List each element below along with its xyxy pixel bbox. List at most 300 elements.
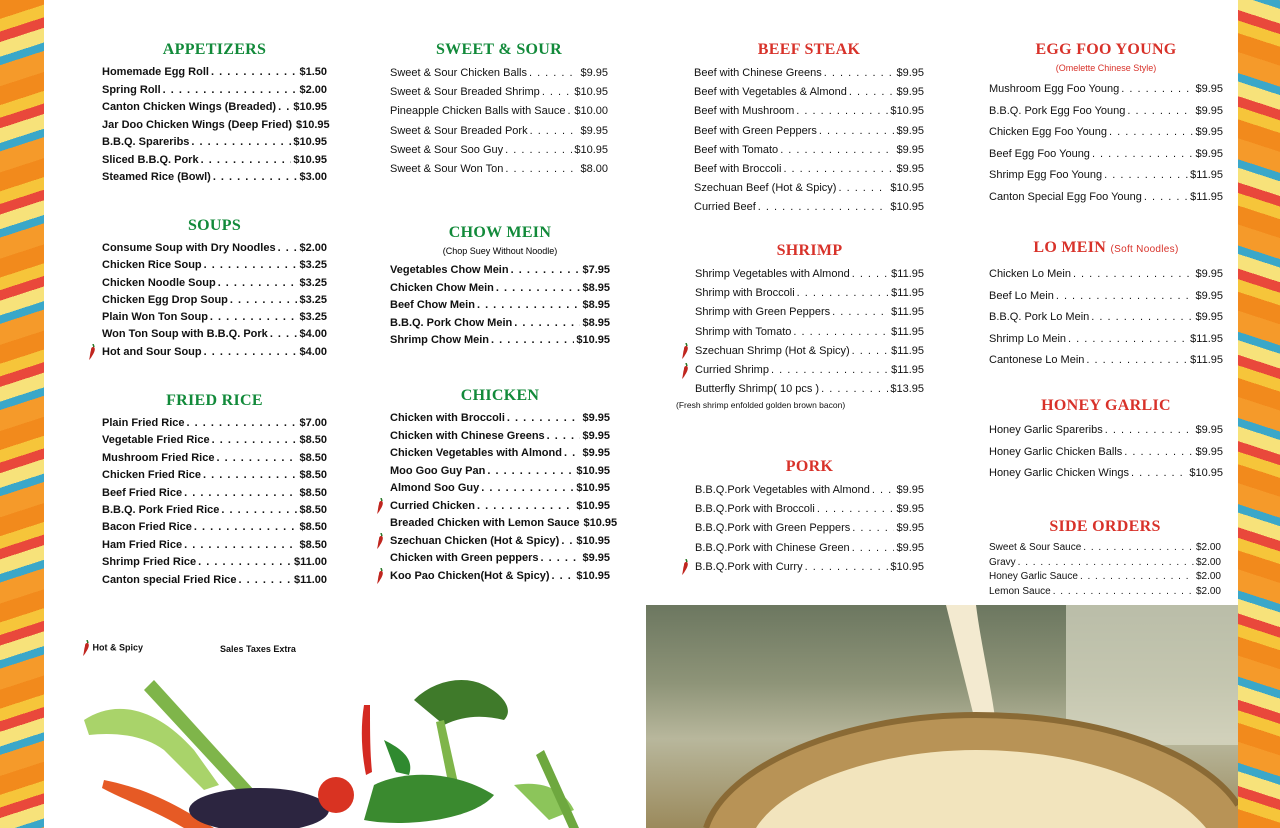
menu-item-name: Spring Roll bbox=[102, 83, 161, 96]
menu-item-price: $8.50 bbox=[299, 434, 327, 447]
leader-dots bbox=[852, 539, 895, 558]
menu-item-name: Beef with Chinese Greens bbox=[694, 67, 822, 79]
leader-dots bbox=[1131, 463, 1187, 485]
menu-item-price: $2.00 bbox=[299, 83, 327, 96]
section-lo-mein bbox=[989, 238, 1223, 372]
section-pork bbox=[695, 457, 924, 577]
menu-item-name: Sweet & Sour Breaded Pork bbox=[390, 124, 528, 137]
menu-item bbox=[102, 292, 327, 309]
menu-item-price: $9.95 bbox=[1195, 83, 1223, 95]
menu-item-price: $2.00 bbox=[1195, 542, 1221, 553]
menu-item-name: Canton Chicken Wings (Breaded) bbox=[102, 101, 277, 113]
leader-dots bbox=[198, 554, 292, 571]
menu-item-price: $8.50 bbox=[299, 503, 327, 516]
menu-item bbox=[989, 556, 1221, 571]
menu-item-name: Beef with Broccoli bbox=[694, 162, 782, 175]
menu-item-price: $10.00 bbox=[574, 105, 608, 118]
menu-item-price: $10.95 bbox=[576, 482, 610, 494]
leader-dots bbox=[511, 262, 581, 280]
menu-item bbox=[390, 568, 610, 586]
section-title: EGG FOO YOUNG bbox=[1035, 41, 1177, 58]
menu-item bbox=[102, 152, 327, 170]
menu-item-name: Chicken with Green peppers bbox=[390, 552, 539, 564]
vegetables-photo bbox=[44, 660, 604, 828]
leader-dots bbox=[187, 415, 298, 432]
menu-item bbox=[390, 280, 610, 298]
menu-item-price: $11.95 bbox=[891, 306, 924, 319]
menu-item bbox=[694, 64, 924, 83]
leader-dots bbox=[191, 134, 291, 152]
menu-item-name: B.B.Q.Pork with Chinese Green bbox=[695, 541, 850, 554]
section-title: SOUPS bbox=[187, 217, 242, 234]
chili-pepper-icon bbox=[376, 498, 384, 514]
menu-item-price: $9.95 bbox=[896, 541, 924, 554]
menu-item bbox=[390, 463, 610, 481]
menu-item-name: Sliced B.B.Q. Pork bbox=[102, 153, 199, 166]
menu-item-name: Beef with Green Peppers bbox=[694, 124, 817, 137]
menu-item-price: $11.95 bbox=[1190, 190, 1223, 203]
menu-item-price: $9.95 bbox=[580, 67, 608, 79]
leader-dots bbox=[852, 342, 890, 361]
menu-item bbox=[390, 332, 610, 350]
menu-item-price: $10.95 bbox=[293, 136, 327, 148]
menu-item-name: Honey Garlic Sauce bbox=[989, 571, 1078, 582]
menu-item-name: Shrimp Lo Mein bbox=[989, 332, 1067, 345]
menu-item bbox=[989, 79, 1223, 101]
menu-item-name: Plain Fried Rice bbox=[102, 417, 185, 429]
menu-item bbox=[989, 463, 1223, 485]
menu-item bbox=[390, 445, 610, 463]
menu-item-name: B.B.Q. Pork Egg Foo Young bbox=[989, 104, 1126, 117]
menu-item-name: Szechuan Beef (Hot & Spicy) bbox=[694, 182, 837, 195]
leader-dots bbox=[561, 533, 574, 551]
menu-item bbox=[102, 240, 327, 257]
leader-dots bbox=[1053, 585, 1194, 600]
menu-item-price: $11.95 bbox=[891, 287, 924, 300]
leader-dots bbox=[514, 315, 580, 333]
menu-item-price: $4.00 bbox=[299, 345, 327, 358]
chili-pepper-icon bbox=[681, 559, 689, 575]
leader-dots bbox=[210, 309, 298, 326]
menu-item bbox=[989, 420, 1223, 442]
leader-dots bbox=[218, 275, 298, 292]
menu-item-price: $10.95 bbox=[890, 201, 924, 214]
menu-item bbox=[102, 485, 327, 502]
menu-item bbox=[989, 350, 1223, 372]
leader-dots bbox=[783, 160, 894, 179]
leader-dots bbox=[758, 198, 889, 217]
leader-dots bbox=[568, 102, 573, 121]
menu-item-price: $8.95 bbox=[582, 281, 610, 294]
menu-item-name: Curried Beef bbox=[694, 201, 756, 214]
menu-item-name: Chicken Egg Drop Soup bbox=[102, 293, 228, 306]
menu-item-name: Chicken Fried Rice bbox=[102, 469, 202, 482]
chili-pepper-icon bbox=[681, 363, 689, 379]
menu-item bbox=[695, 303, 924, 322]
menu-item bbox=[694, 141, 924, 160]
menu-item bbox=[989, 307, 1223, 329]
leader-dots bbox=[780, 141, 894, 160]
leader-dots bbox=[1091, 307, 1193, 329]
menu-item bbox=[102, 572, 327, 589]
menu-item bbox=[694, 83, 924, 102]
menu-item-name: B.B.Q.Pork Vegetables with Almond bbox=[695, 484, 870, 496]
menu-item bbox=[989, 264, 1223, 286]
menu-item-price: $10.95 bbox=[890, 105, 924, 118]
leader-dots bbox=[793, 323, 889, 342]
section-title: SHRIMP bbox=[776, 242, 843, 259]
menu-item-name: B.B.Q.Pork with Curry bbox=[695, 560, 803, 573]
legend-spicy-label: Hot & Spicy bbox=[92, 642, 144, 653]
menu-item-name: Canton Special Egg Foo Young bbox=[989, 190, 1142, 203]
menu-item-name: Beef Fried Rice bbox=[102, 486, 183, 499]
menu-item-price: $3.25 bbox=[299, 293, 327, 306]
menu-item-price: $9.95 bbox=[1195, 104, 1223, 117]
menu-item bbox=[390, 515, 618, 533]
menu-item-name: Cantonese Lo Mein bbox=[989, 354, 1085, 367]
leader-dots bbox=[477, 498, 574, 516]
menu-item-name: Szechuan Shrimp (Hot & Spicy) bbox=[695, 344, 850, 357]
menu-item-name: Koo Pao Chicken(Hot & Spicy) bbox=[390, 569, 550, 582]
menu-item-name: Beef with Tomato bbox=[694, 143, 779, 156]
menu-item bbox=[694, 179, 924, 198]
menu-item-price: $10.95 bbox=[890, 560, 924, 573]
menu-item bbox=[102, 326, 327, 343]
menu-item bbox=[102, 169, 327, 187]
menu-item bbox=[390, 297, 610, 315]
section-title: CHICKEN bbox=[460, 387, 540, 404]
leader-dots bbox=[487, 463, 574, 481]
menu-item-name: Ham Fried Rice bbox=[102, 538, 183, 551]
menu-item-name: Sweet & Sour Sauce bbox=[989, 542, 1082, 553]
menu-item bbox=[390, 64, 608, 83]
section-title-text: LO MEIN bbox=[1033, 239, 1107, 256]
leader-dots bbox=[216, 450, 297, 467]
section-beef-steak bbox=[694, 40, 924, 218]
menu-item-price: $10.95 bbox=[576, 534, 610, 547]
menu-item-price: $9.95 bbox=[582, 552, 610, 564]
leader-dots bbox=[1080, 570, 1194, 585]
chili-pepper-icon bbox=[376, 568, 384, 584]
menu-item-price: $1.50 bbox=[299, 66, 327, 78]
leader-dots bbox=[1105, 420, 1194, 442]
menu-item bbox=[694, 122, 924, 141]
menu-item bbox=[390, 141, 608, 160]
menu-item-price: $10.95 bbox=[576, 569, 610, 582]
leader-dots bbox=[507, 410, 581, 428]
section-sweet-sour bbox=[390, 40, 608, 179]
menu-item-name: Chicken with Broccoli bbox=[390, 412, 505, 424]
menu-item-price: $10.95 bbox=[296, 118, 330, 131]
menu-item bbox=[695, 342, 924, 361]
menu-item bbox=[390, 122, 608, 141]
menu-item-name: Honey Garlic Chicken Wings bbox=[989, 467, 1129, 480]
leader-dots bbox=[201, 152, 292, 170]
menu-item-price: $9.95 bbox=[896, 143, 924, 156]
menu-item-name: Beef with Mushroom bbox=[694, 105, 795, 118]
menu-item bbox=[102, 467, 327, 484]
menu-item-name: Honey Garlic Spareribs bbox=[989, 424, 1103, 436]
menu-item-price: $9.95 bbox=[896, 484, 924, 496]
menu-item-price: $9.95 bbox=[582, 447, 610, 459]
menu-item-price: $9.95 bbox=[1195, 424, 1223, 436]
menu-item bbox=[102, 309, 327, 326]
menu-item-price: $8.50 bbox=[299, 521, 327, 534]
leader-dots bbox=[505, 160, 578, 179]
menu-item-price: $10.95 bbox=[576, 464, 610, 477]
leader-dots bbox=[541, 550, 581, 568]
section-fried-rice bbox=[102, 391, 327, 589]
menu-item bbox=[390, 160, 608, 179]
menu-item bbox=[390, 480, 610, 498]
menu-item bbox=[102, 99, 327, 117]
menu-item-name: Curried Shrimp bbox=[695, 363, 769, 376]
section-title bbox=[989, 238, 1223, 260]
menu-item bbox=[102, 502, 327, 519]
leader-dots bbox=[771, 361, 889, 380]
menu-item-price: $3.00 bbox=[299, 171, 327, 183]
menu-item bbox=[390, 550, 610, 568]
menu-item-price: $2.00 bbox=[299, 242, 327, 254]
menu-item-name: Szechuan Chicken (Hot & Spicy) bbox=[390, 534, 560, 547]
menu-item-name: B.B.Q. Pork Fried Rice bbox=[102, 503, 220, 516]
menu-item-price: $11.95 bbox=[891, 344, 924, 357]
section-subtitle: (Soft Noodles) bbox=[1110, 244, 1179, 255]
menu-item-name: Butterfly Shrimp( 10 pcs ) bbox=[695, 383, 820, 396]
menu-item-price: $7.00 bbox=[299, 417, 327, 429]
leader-dots bbox=[1068, 329, 1188, 351]
menu-item-name: Chicken Vegetables with Almond bbox=[390, 447, 562, 459]
chili-pepper-icon bbox=[88, 344, 96, 360]
menu-item bbox=[102, 450, 327, 467]
menu-item-name: Canton special Fried Rice bbox=[102, 573, 237, 586]
menu-item-price: $8.50 bbox=[299, 486, 327, 499]
menu-item-name: Mushroom Fried Rice bbox=[102, 451, 215, 464]
menu-item bbox=[989, 585, 1221, 600]
menu-item-price: $11.95 bbox=[1190, 354, 1223, 367]
section-title: PORK bbox=[785, 458, 834, 475]
menu-item-name: Pineapple Chicken Balls with Sauce bbox=[390, 105, 566, 118]
section-title: BEEF STEAK bbox=[757, 41, 861, 58]
menu-item bbox=[695, 481, 924, 500]
menu-item-price: $9.95 bbox=[1195, 311, 1223, 324]
menu-item bbox=[695, 539, 924, 558]
leader-dots bbox=[547, 428, 581, 446]
menu-item-name: Plain Won Ton Soup bbox=[102, 311, 208, 324]
leader-dots bbox=[238, 572, 291, 589]
menu-item-name: Beef Egg Foo Young bbox=[989, 147, 1090, 160]
menu-item-name: Sweet & Sour Chicken Balls bbox=[390, 67, 527, 79]
leader-dots bbox=[505, 141, 572, 160]
menu-item-name: Chicken Rice Soup bbox=[102, 259, 202, 272]
menu-item bbox=[989, 329, 1223, 351]
leader-dots bbox=[184, 537, 297, 554]
menu-item-price: $10.95 bbox=[574, 86, 608, 99]
leader-dots bbox=[203, 467, 297, 484]
menu-item-price: $10.95 bbox=[293, 101, 327, 113]
menu-item-price: $8.50 bbox=[299, 469, 327, 482]
menu-item-price: $4.00 bbox=[299, 328, 327, 341]
menu-item-name: Chicken Chow Mein bbox=[390, 281, 494, 294]
menu-item bbox=[989, 541, 1221, 556]
leader-dots bbox=[204, 257, 298, 274]
menu-item bbox=[102, 275, 327, 292]
menu-item-name: B.B.Q. Spareribs bbox=[102, 136, 190, 148]
menu-item bbox=[390, 533, 610, 551]
menu-item-price: $2.00 bbox=[1195, 571, 1221, 582]
chili-pepper-icon bbox=[376, 533, 384, 549]
menu-item bbox=[390, 102, 608, 121]
leader-dots bbox=[872, 481, 895, 500]
menu-item-name: Sweet & Sour Won Ton bbox=[390, 162, 504, 175]
menu-item-price: $11.00 bbox=[293, 573, 327, 586]
menu-item-price: $9.95 bbox=[896, 124, 924, 137]
menu-item bbox=[102, 537, 327, 554]
menu-item-price: $13.95 bbox=[890, 383, 924, 396]
menu-item-price: $11.00 bbox=[293, 556, 327, 569]
menu-item-price: $9.95 bbox=[580, 124, 608, 137]
menu-item bbox=[390, 262, 610, 280]
leader-dots bbox=[529, 64, 579, 83]
menu-item-price: $8.50 bbox=[299, 538, 327, 551]
menu-item-name: Hot and Sour Soup bbox=[102, 345, 202, 358]
menu-item-price: $8.95 bbox=[582, 299, 610, 311]
menu-item bbox=[989, 442, 1223, 464]
leader-dots bbox=[1104, 165, 1188, 187]
leader-dots bbox=[204, 344, 298, 361]
menu-item-price: $11.95 bbox=[891, 268, 924, 280]
menu-item-price: $10.95 bbox=[293, 153, 327, 166]
leader-dots bbox=[805, 558, 889, 577]
menu-item-name: Shrimp Egg Foo Young bbox=[989, 169, 1103, 182]
menu-item-price: $9.95 bbox=[896, 86, 924, 99]
leader-dots bbox=[552, 568, 575, 586]
menu-item-name: Beef Lo Mein bbox=[989, 289, 1054, 302]
menu-item-price: $9.95 bbox=[896, 503, 924, 516]
legend-spicy bbox=[82, 640, 143, 656]
menu-item-price: $9.95 bbox=[1195, 126, 1223, 139]
menu-item-name: Honey Garlic Chicken Balls bbox=[989, 445, 1123, 458]
menu-item bbox=[695, 323, 924, 342]
menu-item-name: B.B.Q.Pork with Broccoli bbox=[695, 503, 815, 516]
menu-item-price: $9.95 bbox=[896, 67, 924, 79]
menu-item-name: Vegetable Fried Rice bbox=[102, 434, 210, 447]
leader-dots bbox=[821, 380, 888, 399]
leader-dots bbox=[163, 82, 298, 100]
menu-item bbox=[695, 558, 924, 577]
leader-dots bbox=[194, 519, 298, 536]
menu-item-price: $9.95 bbox=[1195, 268, 1223, 280]
menu-item-name: B.B.Q. Pork Lo Mein bbox=[989, 311, 1090, 324]
leader-dots bbox=[564, 445, 581, 463]
menu-item-name: B.B.Q. Pork Chow Mein bbox=[390, 316, 513, 329]
decorative-stripe-left bbox=[0, 0, 44, 828]
menu-item-price: $7.95 bbox=[582, 264, 610, 276]
leader-dots bbox=[221, 502, 297, 519]
menu-item-price: $3.25 bbox=[299, 311, 327, 324]
menu-item-price: $10.95 bbox=[890, 182, 924, 195]
menu-item-price: $10.95 bbox=[574, 143, 608, 156]
section-subtitle: (Omelette Chinese Style) bbox=[1055, 63, 1157, 73]
menu-item-name: Chicken with Chinese Greens bbox=[390, 429, 545, 442]
menu-item-name: Beef Chow Mein bbox=[390, 299, 475, 311]
menu-item bbox=[989, 165, 1223, 187]
menu-item-name: Almond Soo Guy bbox=[390, 482, 480, 494]
decorative-stripe-right bbox=[1238, 0, 1280, 828]
leader-dots bbox=[1127, 101, 1193, 123]
menu-item-name: Breaded Chicken with Lemon Sauce bbox=[390, 517, 580, 529]
menu-item-name: Homemade Egg Roll bbox=[102, 66, 209, 78]
section-title: HONEY GARLIC bbox=[1041, 397, 1171, 414]
leader-dots bbox=[211, 64, 298, 82]
menu-item-name: Steamed Rice (Bowl) bbox=[102, 171, 211, 183]
menu-item bbox=[390, 410, 610, 428]
menu-item-name: Jar Doo Chicken Wings (Deep Fried) bbox=[102, 118, 292, 131]
section-chow-mein bbox=[390, 223, 610, 350]
section-shrimp bbox=[695, 241, 924, 399]
shrimp-note: (Fresh shrimp enfolded golden brown bacon) bbox=[676, 400, 846, 410]
leader-dots bbox=[796, 102, 888, 121]
menu-item bbox=[989, 286, 1223, 308]
menu-item-price: $8.50 bbox=[299, 451, 327, 464]
section-title: CHOW MEIN bbox=[448, 224, 552, 241]
leader-dots bbox=[213, 169, 298, 187]
leader-dots bbox=[1121, 79, 1193, 101]
menu-item-price: $10.95 bbox=[1189, 467, 1223, 480]
leader-dots bbox=[824, 64, 895, 83]
menu-item-name: Chicken Egg Foo Young bbox=[989, 126, 1108, 139]
menu-item bbox=[695, 500, 924, 519]
menu-item-price: $11.95 bbox=[1190, 332, 1223, 345]
leader-dots bbox=[797, 284, 890, 303]
menu-item-name: Curried Chicken bbox=[390, 499, 475, 512]
leader-dots bbox=[491, 332, 574, 350]
leader-dots bbox=[1109, 122, 1193, 144]
menu-item-price: $11.95 bbox=[1190, 169, 1223, 182]
leader-dots bbox=[852, 519, 894, 538]
menu-item-name: Moo Goo Guy Pan bbox=[390, 464, 486, 477]
menu-item-price: $10.95 bbox=[583, 517, 618, 529]
menu-item-price: $2.00 bbox=[1195, 585, 1221, 597]
menu-item-price: $10.95 bbox=[576, 499, 610, 512]
menu-item bbox=[390, 498, 610, 516]
menu-item bbox=[989, 122, 1223, 144]
menu-item bbox=[695, 265, 924, 284]
section-title: FRIED RICE bbox=[166, 392, 263, 409]
menu-item-name: B.B.Q.Pork with Green Peppers bbox=[695, 522, 851, 535]
menu-item-name: Shrimp with Broccoli bbox=[695, 287, 795, 300]
menu-item-price: $9.95 bbox=[582, 429, 610, 442]
menu-item-price: $11.95 bbox=[891, 325, 924, 338]
leader-dots bbox=[184, 485, 297, 502]
leader-dots bbox=[477, 297, 581, 315]
menu-item bbox=[390, 428, 610, 446]
menu-item-name: Sweet & Sour Breaded Shrimp bbox=[390, 86, 540, 99]
menu-item-price: $11.95 bbox=[891, 363, 924, 376]
leader-dots bbox=[849, 83, 895, 102]
section-honey-garlic bbox=[989, 396, 1223, 485]
menu-item-name: Gravy bbox=[989, 556, 1016, 568]
menu-item-name: Chicken Lo Mein bbox=[989, 268, 1071, 280]
menu-item bbox=[102, 344, 327, 361]
menu-item-price: $3.25 bbox=[299, 259, 327, 272]
menu-item bbox=[102, 257, 327, 274]
menu-item-name: Vegetables Chow Mein bbox=[390, 264, 509, 276]
leader-dots bbox=[1092, 144, 1194, 166]
leader-dots bbox=[838, 179, 888, 198]
menu-item bbox=[694, 102, 924, 121]
section-appetizers bbox=[102, 40, 330, 187]
